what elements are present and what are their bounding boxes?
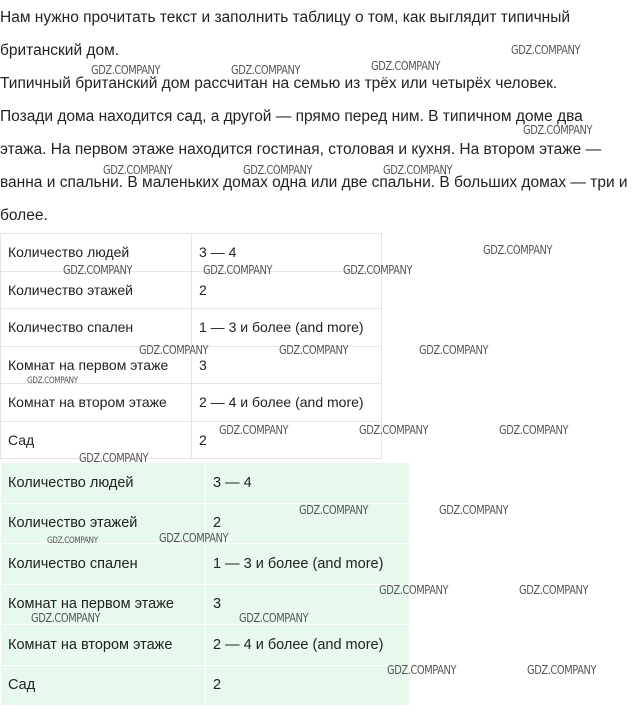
watermark: GDZ.COMPANY (159, 531, 229, 545)
table-row (1, 271, 382, 309)
watermark: GDZ.COMPANY (203, 263, 273, 277)
table-cell-label: Количество людей (1, 463, 206, 504)
watermark: GDZ.COMPANY (239, 611, 309, 625)
watermark: GDZ.COMPANY (523, 123, 593, 137)
watermark: GDZ.COMPANY (243, 163, 313, 177)
table-cell-value: 3 — 4 (192, 234, 382, 272)
watermark: GDZ.COMPANY (219, 423, 289, 437)
table-row (1, 384, 382, 422)
watermark: GDZ.COMPANY (139, 343, 209, 357)
table-row (1, 309, 382, 347)
table-cell-value: 2 — 4 и более (and more) (206, 625, 410, 666)
table-cell-label: Количество спален (1, 544, 206, 585)
table-cell-value: 2 (192, 421, 382, 459)
watermark: GDZ.COMPANY (499, 423, 569, 437)
watermark: GDZ.COMPANY (279, 343, 349, 357)
table-row (1, 625, 410, 666)
table-row (1, 503, 410, 544)
table-cell-label: Сад (1, 665, 206, 706)
watermark: GDZ.COMPANY (231, 63, 301, 77)
table-cell-label: Количество этажей (1, 503, 206, 544)
watermark: GDZ.COMPANY (371, 59, 441, 73)
intro-paragraph-2: Типичный британский дом рассчитан на семью из трёх или четырёх человек. (0, 75, 558, 92)
table-cell-label: Количество спален (1, 309, 192, 347)
intro-text (0, 0, 632, 232)
watermark: GDZ.COMPANY (27, 376, 78, 386)
watermark: GDZ.COMPANY (31, 611, 101, 625)
watermark: GDZ.COMPANY (343, 263, 413, 277)
table-cell-value: 1 — 3 и более (and more) (206, 544, 410, 585)
table-row (1, 234, 382, 272)
intro-paragraph-1: Нам нужно прочитать текст и заполнить таблицу о том, как выглядит типичный британский дом. (0, 9, 571, 59)
watermark: GDZ.COMPANY (383, 163, 453, 177)
watermark: GDZ.COMPANY (439, 503, 509, 517)
watermark: GDZ.COMPANY (359, 423, 429, 437)
watermark: GDZ.COMPANY (79, 451, 149, 465)
table-cell-value: 1 — 3 и более (and more) (192, 309, 382, 347)
watermark: GDZ.COMPANY (387, 663, 457, 677)
table-cell-label: Комнат на первом этаже (1, 346, 192, 384)
watermark: GDZ.COMPANY (483, 243, 553, 257)
house-table-first (0, 233, 382, 459)
table-cell-label: Комнат на втором этаже (1, 384, 192, 422)
table-cell-label: Количество людей (1, 234, 192, 272)
table-row (1, 421, 382, 459)
table-cell-label: Комнат на первом этаже (1, 584, 206, 625)
table-cell-value: 2 (206, 665, 410, 706)
watermark: GDZ.COMPANY (91, 63, 161, 77)
watermark: GDZ.COMPANY (511, 43, 581, 57)
watermark: GDZ.COMPANY (379, 583, 449, 597)
table-cell-value: 2 (206, 503, 410, 544)
watermark: GDZ.COMPANY (103, 163, 173, 177)
table-cell-value: 3 (192, 346, 382, 384)
watermark: GDZ.COMPANY (519, 583, 589, 597)
watermark: GDZ.COMPANY (47, 536, 98, 546)
watermark: GDZ.COMPANY (419, 343, 489, 357)
table-row (1, 463, 410, 504)
table-cell-value: 3 (206, 584, 410, 625)
watermark: GDZ.COMPANY (299, 503, 369, 517)
table-cell-value: 2 (192, 271, 382, 309)
table-cell-label: Сад (1, 421, 192, 459)
table-cell-label: Комнат на втором этаже (1, 625, 206, 666)
intro-paragraph-3: Позади дома находится сад, а другой — прямо перед ним. В типичном доме два этажа. На первом этаже находится гостиная, столовая и кухня. На втором этаже — ванна и спальни. В маленьких домах одна или две спальни. В больших домах — три и более. (0, 108, 628, 224)
house-table-answer (0, 462, 410, 706)
watermark: GDZ.COMPANY (527, 663, 597, 677)
table-cell-value: 3 — 4 (206, 463, 410, 504)
table-row (1, 665, 410, 706)
table-row (1, 584, 410, 625)
table-cell-value: 2 — 4 и более (and more) (192, 384, 382, 422)
table-row (1, 544, 410, 585)
table-row (1, 346, 382, 384)
table-cell-label: Количество этажей (1, 271, 192, 309)
watermark: GDZ.COMPANY (63, 263, 133, 277)
